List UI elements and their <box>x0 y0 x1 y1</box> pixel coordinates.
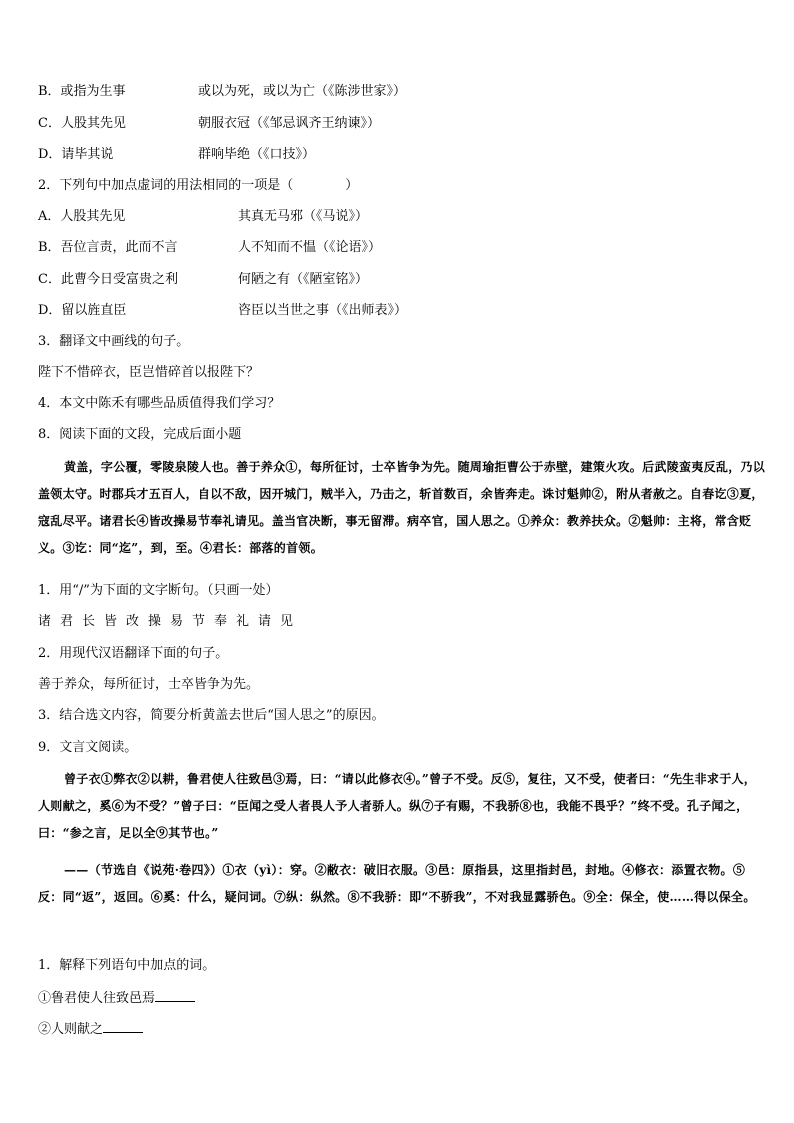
q2-option-b-label: B．吾位言责，此而不言 <box>38 240 178 255</box>
option-d-label: D．请毕其说 <box>38 147 114 162</box>
option-b-ref: 或以为死，或以为亡（《陈涉世家》） <box>198 84 407 99</box>
option-b-label: B．或指为生事 <box>38 84 126 99</box>
section-9-q1-a: ①鲁君使人往致邑焉 <box>38 991 156 1006</box>
q2-option-d-row <box>38 303 766 319</box>
option-d-row <box>38 147 766 163</box>
q2-option-a-row <box>38 209 766 225</box>
option-b-row <box>38 84 766 100</box>
q2-option-d-ref: 咨臣以当世之事（《出师表》） <box>238 303 408 318</box>
section-8-q2: 2．用现代汉语翻译下面的句子。 <box>38 646 229 661</box>
question-3-text: 陛下不惜碎衣，臣岂惜碎首以报陛下？ <box>38 365 260 380</box>
q2-option-c-ref: 何陋之有（《陋室铭》） <box>238 272 369 287</box>
section-8-q1-text: 诸君长皆改操易节奉礼请见 <box>38 614 303 629</box>
section-9-passage: 曾子衣①弊衣②以耕，鲁君使人往致邑③焉，曰：“请以此修衣④。”曾子不受。反⑤，复往，又不受，使者曰：“先生非求于人，人则献之，奚⑥为不受？”曾子曰：“臣闻之受人者畏人予人者骄人。纵⑦子有赐，不我骄⑧也，我能不畏乎？”终不受。孔子闻之，曰：“参之言，足以全⑨其节也。” <box>38 772 757 840</box>
option-d-ref: 群响毕绝（《口技》） <box>198 147 316 162</box>
question-2: 2．下列句中加点虚词的用法相同的一项是（ ） <box>38 178 359 193</box>
section-9-q1-b-row <box>38 1020 766 1038</box>
section-8-q2-text: 善于养众，每所征讨，士卒皆争为先。 <box>38 677 260 692</box>
section-9-q1: 1．解释下列语句中加点的词。 <box>38 958 216 973</box>
option-c-ref: 朝服衣冠（《邹忌讽齐王纳谏》） <box>198 116 381 131</box>
section-8-title: 8．阅读下面的文段，完成后面小题 <box>38 427 242 442</box>
question-4: 4．本文中陈禾有哪些品质值得我们学习？ <box>38 396 281 411</box>
option-c-row <box>38 116 766 132</box>
section-9-q1-a-row <box>38 989 766 1007</box>
q2-option-a-label: A．人股其先见 <box>38 209 126 224</box>
q2-option-a-ref: 其真无马邪（《马说》） <box>238 209 369 224</box>
answer-blank[interactable] <box>155 989 195 1002</box>
answer-blank[interactable] <box>103 1020 143 1033</box>
q2-option-b-ref: 人不知而不愠（《论语》） <box>238 240 382 255</box>
question-3: 3．翻译文中画线的句子。 <box>38 334 190 349</box>
section-9-title: 9．文言文阅读。 <box>38 740 138 755</box>
q2-option-c-row <box>38 272 766 288</box>
q2-option-c-label: C．此曹今日受富贵之利 <box>38 272 178 287</box>
section-8-passage: 黄盖，字公覆，零陵泉陵人也。善于养众①，每所征讨，士卒皆争为先。随周瑜拒曹公于赤壁，建策火攻。后武陵蛮夷反乱，乃以盖领太守。时郡兵才五百人，自以不敌，因开城门，贼半入，乃击之，斩首数百，余皆奔走。诛讨魁帅②，附从者赦之。自春讫③夏，寇乱尽平。诸君长④皆改操易节奉礼请见。盖当官决断，事无留滞。病卒官，国人思之。①养众：教养扶众。②魁帅：主将，常含贬义。③讫：同“迄”，到，至。④君长：部落的首领。 <box>38 460 766 555</box>
section-9-q1-b: ②人则献之 <box>38 1022 104 1037</box>
q2-option-d-label: D．留以旌直臣 <box>38 303 127 318</box>
q2-option-b-row <box>38 240 766 256</box>
option-c-label: C．人股其先见 <box>38 116 126 131</box>
section-8-q3: 3．结合选文内容，简要分析黄盖去世后“国人思之”的原因。 <box>38 708 385 723</box>
section-8-q1: 1．用“/”为下面的文字断句。（只画一处） <box>38 583 279 598</box>
section-9-notes: ——（节选自《说苑·卷四》）①衣（yì）：穿。②敝衣：破旧衣服。③邑：原指县，这里指封邑，封地。④修衣：添置衣物。⑤反：同“返”，返回。⑥奚：什么，疑问词。⑦纵：纵然。⑧不我骄：即“不骄我”，不对我显露骄色。⑨全：保全，使……得以保全。 <box>38 863 756 904</box>
